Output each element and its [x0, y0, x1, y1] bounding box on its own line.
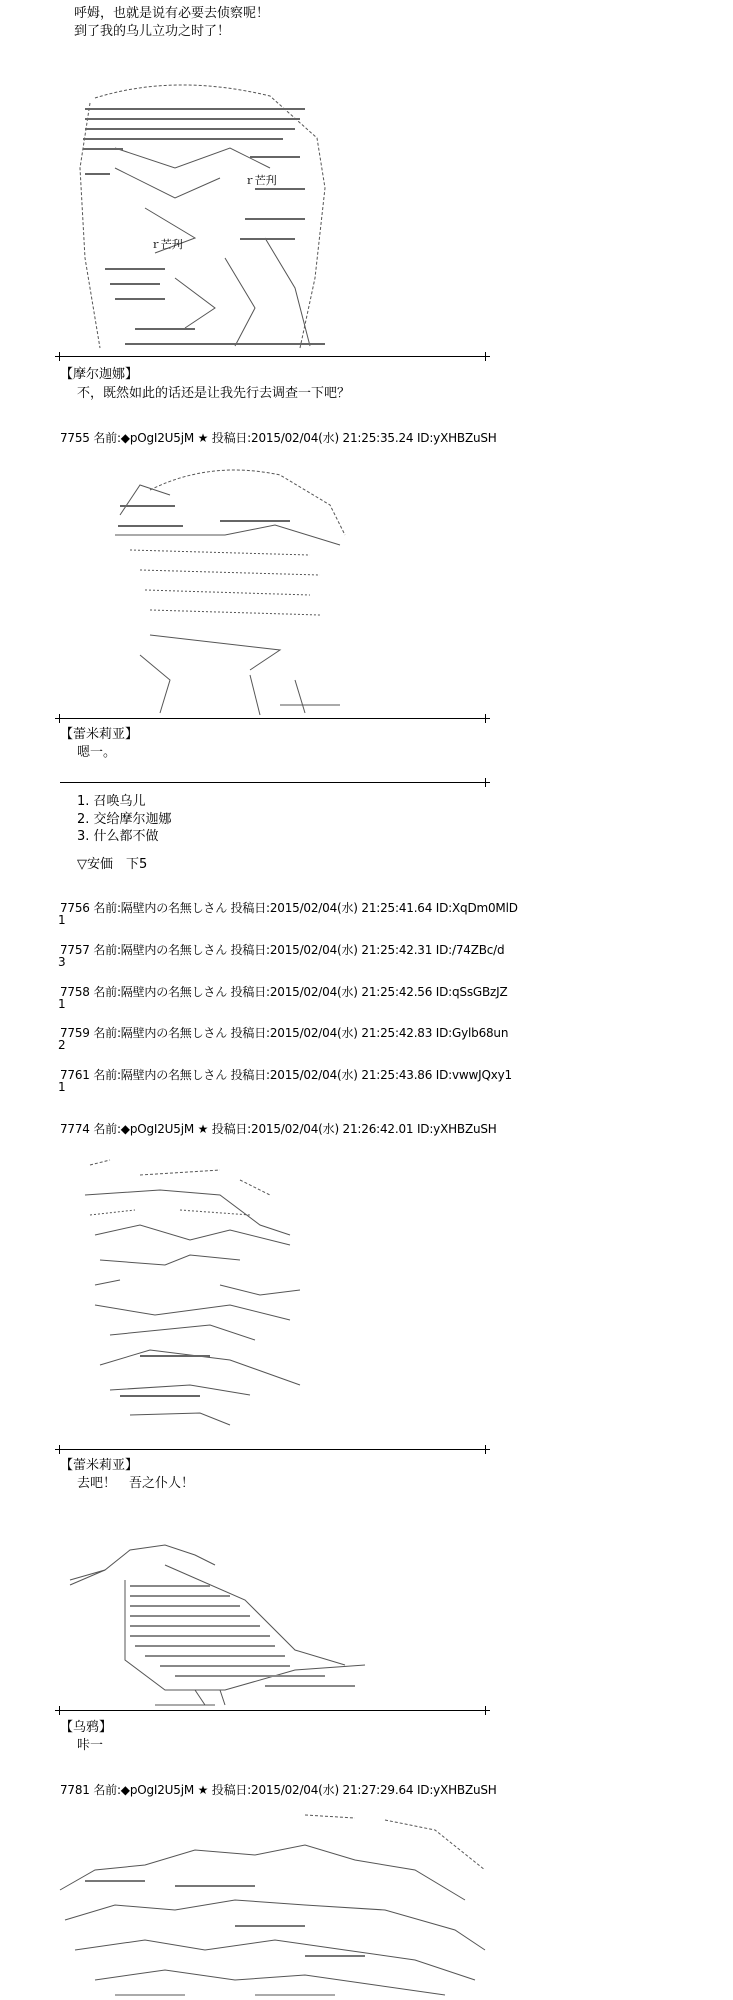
speaker-name: 【乌鸦】	[60, 1720, 113, 1735]
reply-body: 3	[58, 955, 66, 969]
divider-line	[60, 1449, 485, 1450]
divider-cross	[55, 714, 64, 723]
ascii-art-remilia-hat	[55, 78, 375, 353]
reply-header: 7761 名前:隔壁内の名無しさん 投稿日:2015/02/04(水) 21:25:43.86 ID:vwwJQxy1	[60, 1068, 512, 1082]
reply-header: 7757 名前:隔壁内の名無しさん 投稿日:2015/02/04(水) 21:25:42.31 ID:/74ZBc/d	[60, 943, 505, 957]
divider-cross	[55, 1445, 64, 1454]
reply-body: 1	[58, 997, 66, 1011]
ascii-art-tag: ｒ芒刋	[244, 174, 277, 187]
reply-body: 2	[58, 1038, 66, 1052]
divider-line	[60, 356, 485, 357]
dialog-line: 不，既然如此的话还是让我先行去调查一下吧？	[77, 386, 351, 401]
dialog-line: 去吧！ 吾之仆人！	[77, 1476, 195, 1491]
narration-line: 呼姆，也就是说有必要去侦察呢！	[74, 6, 270, 21]
speaker-name: 【蕾米莉亚】	[60, 1458, 139, 1473]
dialog-line: 咔一	[77, 1738, 104, 1753]
post-header: 7781 名前:◆pOgI2U5jM ★ 投稿日:2015/02/04(水) 21:27:29.64 ID:yXHBZuSH	[60, 1783, 497, 1797]
ascii-art-remilia-hat	[110, 465, 370, 720]
post-header: 7774 名前:◆pOgI2U5jM ★ 投稿日:2015/02/04(水) 21:26:42.01 ID:yXHBZuSH	[60, 1122, 497, 1136]
divider-cross	[481, 714, 490, 723]
choice-item: 3. 什么都不做	[77, 829, 159, 844]
choice-item: 1. 召唤乌儿	[77, 794, 146, 809]
reply-header: 7756 名前:隔壁内の名無しさん 投稿日:2015/02/04(水) 21:25:41.64 ID:XqDm0MlD	[60, 901, 518, 915]
ascii-art-crow	[65, 1540, 385, 1710]
reply-header: 7759 名前:隔壁内の名無しさん 投稿日:2015/02/04(水) 21:25:42.83 ID:Gylb68un	[60, 1026, 509, 1040]
post-header: 7755 名前:◆pOgI2U5jM ★ 投稿日:2015/02/04(水) 21:25:35.24 ID:yXHBZuSH	[60, 431, 497, 445]
ascii-art-scene	[55, 1810, 495, 2000]
reply-header: 7758 名前:隔壁内の名無しさん 投稿日:2015/02/04(水) 21:25:42.56 ID:qSsGBzJZ	[60, 985, 508, 999]
divider-line	[60, 1710, 485, 1711]
narration-line: 到了我的乌儿立功之时了！	[74, 24, 231, 39]
choice-item: 2. 交给摩尔迦娜	[77, 812, 172, 827]
divider-line	[60, 718, 485, 719]
speaker-name: 【摩尔迦娜】	[60, 367, 139, 382]
divider-cross	[481, 1706, 490, 1715]
reply-body: 1	[58, 913, 66, 927]
divider-cross	[481, 778, 490, 787]
divider-cross	[55, 352, 64, 361]
speaker-name: 【蕾米莉亚】	[60, 727, 139, 742]
divider-cross	[55, 1706, 64, 1715]
reply-body: 1	[58, 1080, 66, 1094]
anka-instruction: ▽安価 下5	[77, 857, 148, 872]
ascii-art-remilia-pose	[80, 1155, 310, 1440]
ascii-art-tag: ｒ芒刋	[150, 238, 183, 251]
divider-line	[60, 782, 485, 783]
divider-cross	[481, 1445, 490, 1454]
divider-cross	[481, 352, 490, 361]
dialog-line: 嗯一。	[77, 745, 117, 760]
